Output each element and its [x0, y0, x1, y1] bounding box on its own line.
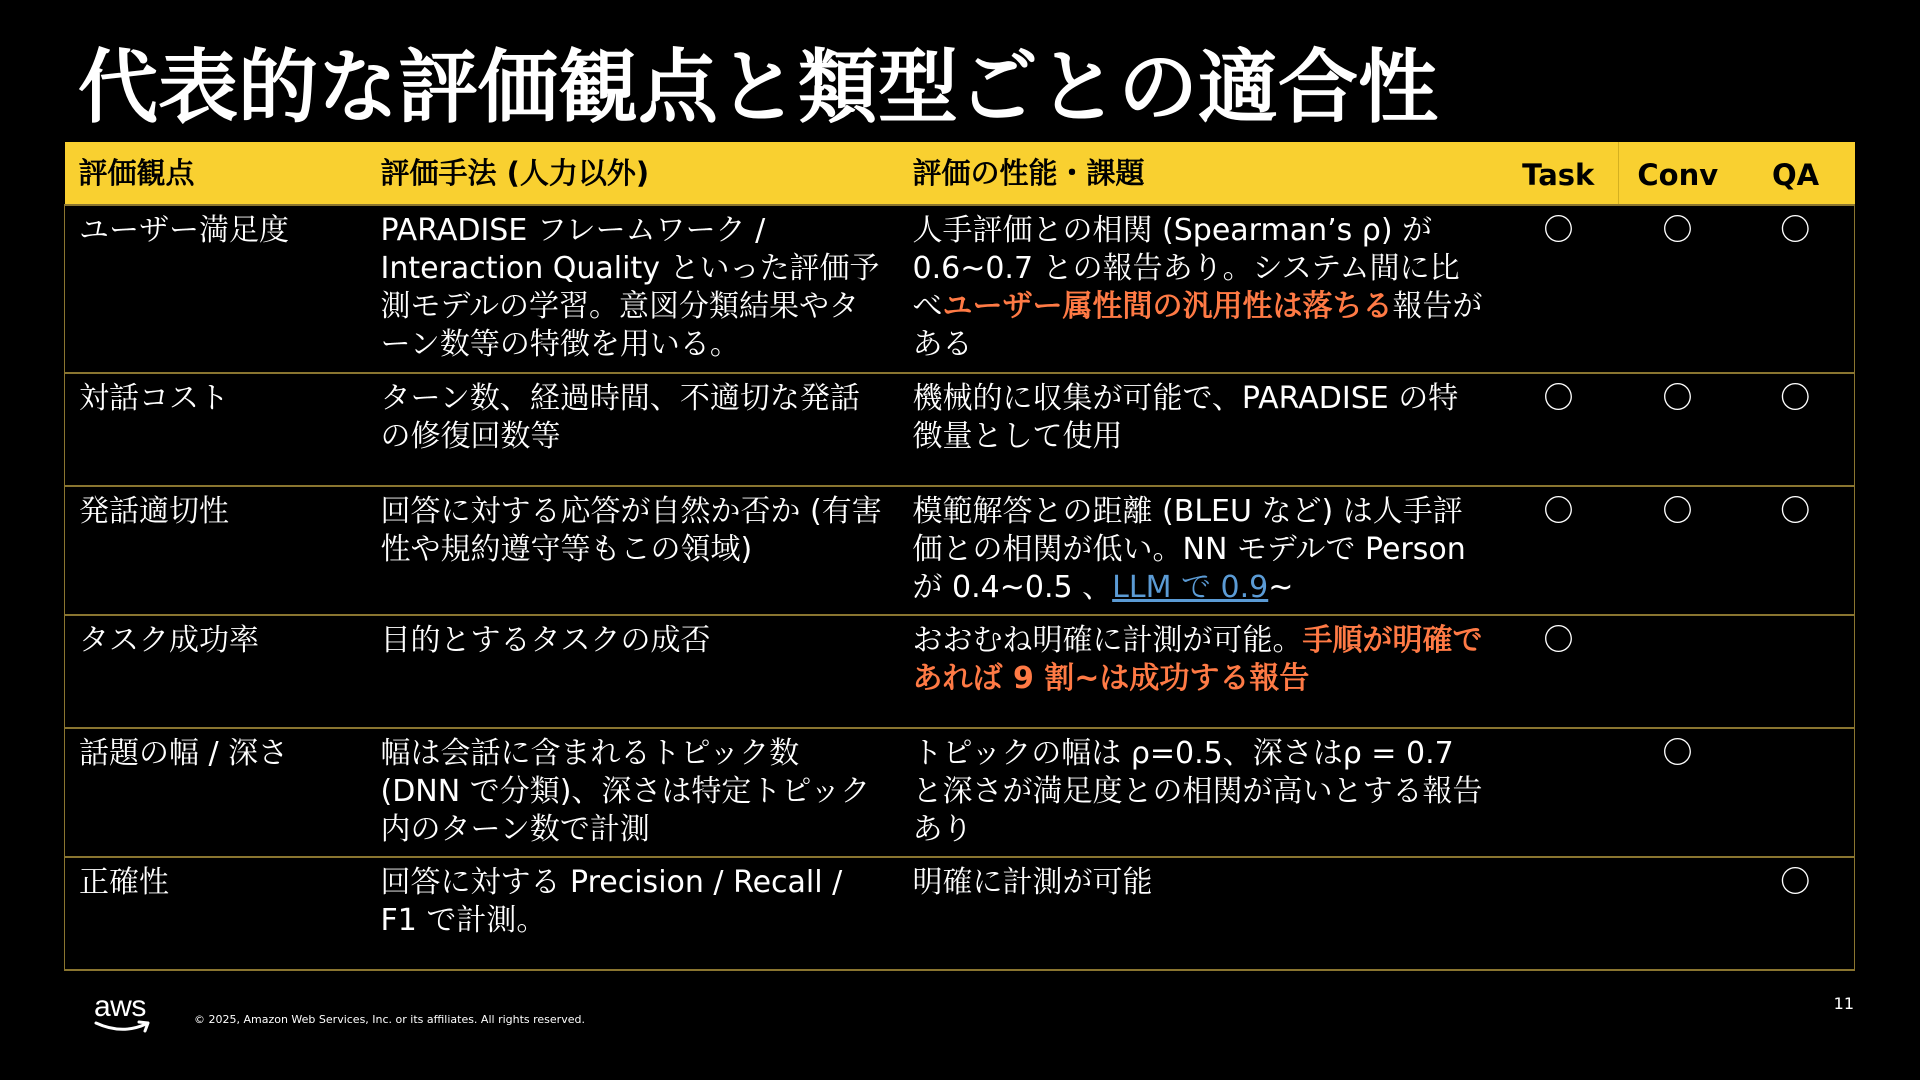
header-task: Task [1499, 142, 1619, 205]
header-view: 評価観点 [65, 142, 367, 205]
cell-method: 回答に対する応答が自然か否か (有害性や規約遵守等もこの領域) [367, 486, 899, 615]
header-conv: Conv [1619, 142, 1737, 205]
task-mark: 〇 [1499, 373, 1619, 486]
task-mark [1499, 857, 1619, 970]
conv-mark: 〇 [1619, 205, 1737, 373]
cell-view: タスク成功率 [65, 615, 367, 728]
aws-logo-text: aws [94, 990, 146, 1023]
table-header-row [65, 142, 1855, 205]
performance-text: おおむね明確に計測が可能。 [912, 623, 1303, 658]
cell-view: 発話適切性 [65, 486, 367, 615]
cell-performance [899, 205, 1499, 373]
conv-mark: 〇 [1619, 728, 1737, 857]
conv-mark: 〇 [1619, 486, 1737, 615]
conv-mark [1619, 615, 1737, 728]
task-mark: 〇 [1499, 205, 1619, 373]
performance-text: ~ [1268, 570, 1294, 605]
highlight-text: ユーザー属性間の汎用性は落ちる [942, 289, 1393, 324]
performance-text: 人手評価との相関 (Spearman’s ρ) が 0.6~0.7 との報告あり。システム間に比べ [912, 213, 1460, 324]
cell-method: 幅は会話に含まれるトピック数 (DNN で分類)、深さは特定トピック内のターン数で計測 [367, 728, 899, 857]
qa-mark: 〇 [1737, 857, 1855, 970]
cell-view: 正確性 [65, 857, 367, 970]
table-row [65, 486, 1855, 615]
conv-mark: 〇 [1619, 373, 1737, 486]
table-row [65, 373, 1855, 486]
header-qa: QA [1737, 142, 1855, 205]
task-mark [1499, 728, 1619, 857]
table-row [65, 857, 1855, 970]
conv-mark [1619, 857, 1737, 970]
header-method: 評価手法 (人力以外) [367, 142, 899, 205]
qa-mark [1737, 615, 1855, 728]
performance-text: 報告がある [912, 289, 1483, 362]
cell-performance [899, 486, 1499, 615]
table-row [65, 205, 1855, 373]
cell-view: ユーザー満足度 [65, 205, 367, 373]
qa-mark: 〇 [1737, 486, 1855, 615]
copyright-notice: © 2025, Amazon Web Services, Inc. or its affiliates. All rights reserved. [194, 1013, 585, 1026]
task-mark: 〇 [1499, 615, 1619, 728]
task-mark: 〇 [1499, 486, 1619, 615]
cell-performance: 機械的に収集が可能で、PARADISE の特徴量として使用 [899, 373, 1499, 486]
header-performance: 評価の性能・課題 [899, 142, 1499, 205]
aws-logo [92, 992, 158, 1038]
cell-view: 話題の幅 / 深さ [65, 728, 367, 857]
cell-view: 対話コスト [65, 373, 367, 486]
qa-mark: 〇 [1737, 205, 1855, 373]
qa-mark [1737, 728, 1855, 857]
slide-title: 代表的な評価観点と類型ごとの適合性 [78, 41, 1438, 134]
evaluation-table [64, 142, 1855, 971]
cell-method: ターン数、経過時間、不適切な発話の修復回数等 [367, 373, 899, 486]
qa-mark: 〇 [1737, 373, 1855, 486]
cell-method: 回答に対する Precision / Recall / F1 で計測。 [367, 857, 899, 970]
table-row [65, 615, 1855, 728]
cell-performance [899, 615, 1499, 728]
llm-reference-link[interactable]: LLM で 0.9 [1112, 570, 1269, 605]
highlight-text: 手順が明確であれば 9 割~は成功する報告 [912, 623, 1483, 696]
table-row [65, 728, 1855, 857]
cell-method: 目的とするタスクの成否 [367, 615, 899, 728]
cell-performance: 明確に計測が可能 [899, 857, 1499, 970]
performance-text: 模範解答との距離 (BLEU など) は人手評価との相関が低い。NN モデルで Person が 0.4~0.5 、 [912, 494, 1466, 605]
cell-method: PARADISE フレームワーク / Interaction Quality といった評価予測モデルの学習。意図分類結果やターン数等の特徴を用いる。 [367, 205, 899, 373]
page-number: 11 [1833, 994, 1854, 1013]
smile-arrow-icon [94, 1020, 154, 1034]
cell-performance: トピックの幅は ρ=0.5、深さはρ = 0.7 と深さが満足度との相関が高いとする報告あり [899, 728, 1499, 857]
